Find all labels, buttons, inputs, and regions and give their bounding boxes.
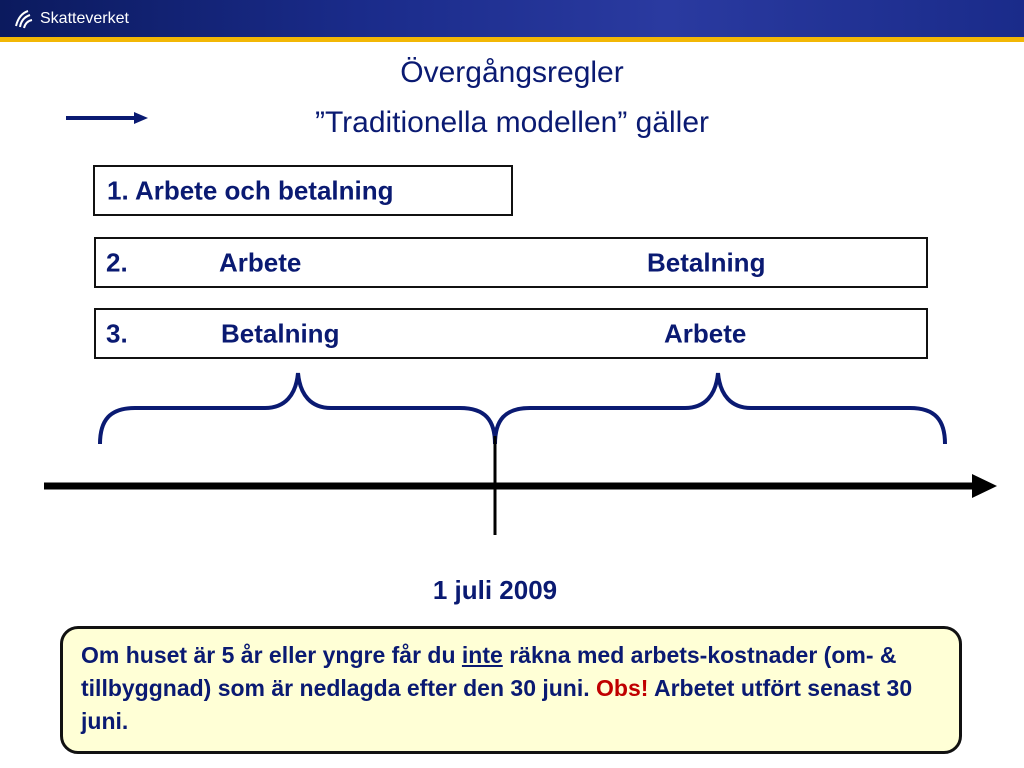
right-brace bbox=[495, 373, 945, 444]
model-box-2 bbox=[94, 237, 928, 288]
note-obs: Obs! bbox=[596, 675, 649, 701]
model-1-label: 1. Arbete och betalning bbox=[107, 175, 394, 205]
timeline-arrowhead bbox=[972, 474, 997, 498]
slide-title: Övergångsregler bbox=[400, 56, 624, 89]
model-2-number: 2. bbox=[106, 247, 128, 277]
note-emphasis: inte bbox=[461, 642, 503, 668]
model-box-3 bbox=[94, 308, 928, 359]
subtitle-arrow-icon bbox=[66, 112, 148, 124]
model-3-number: 3. bbox=[106, 318, 128, 348]
note-box bbox=[60, 626, 962, 754]
note-text-2: räkna med arbets-kostnader (om- & tillbyggnad) som är nedlagda efter den 30 juni. bbox=[81, 642, 897, 701]
model-3-first: Betalning bbox=[221, 318, 340, 348]
model-3-second: Arbete bbox=[664, 318, 747, 348]
note-text-1: Om huset är 5 år eller yngre får du bbox=[81, 642, 462, 668]
slide-subtitle: ”Traditionella modellen” gäller bbox=[314, 106, 710, 139]
logo-text: Skatteverket bbox=[40, 10, 129, 27]
model-2-first: Arbete bbox=[219, 247, 302, 277]
model-box-1 bbox=[93, 165, 513, 216]
note-text-3: Arbetet utfört senast 30 juni. bbox=[81, 675, 913, 734]
model-2-second: Betalning bbox=[647, 247, 766, 277]
left-brace bbox=[100, 373, 495, 444]
timeline-date-label: 1 juli 2009 bbox=[432, 575, 558, 605]
